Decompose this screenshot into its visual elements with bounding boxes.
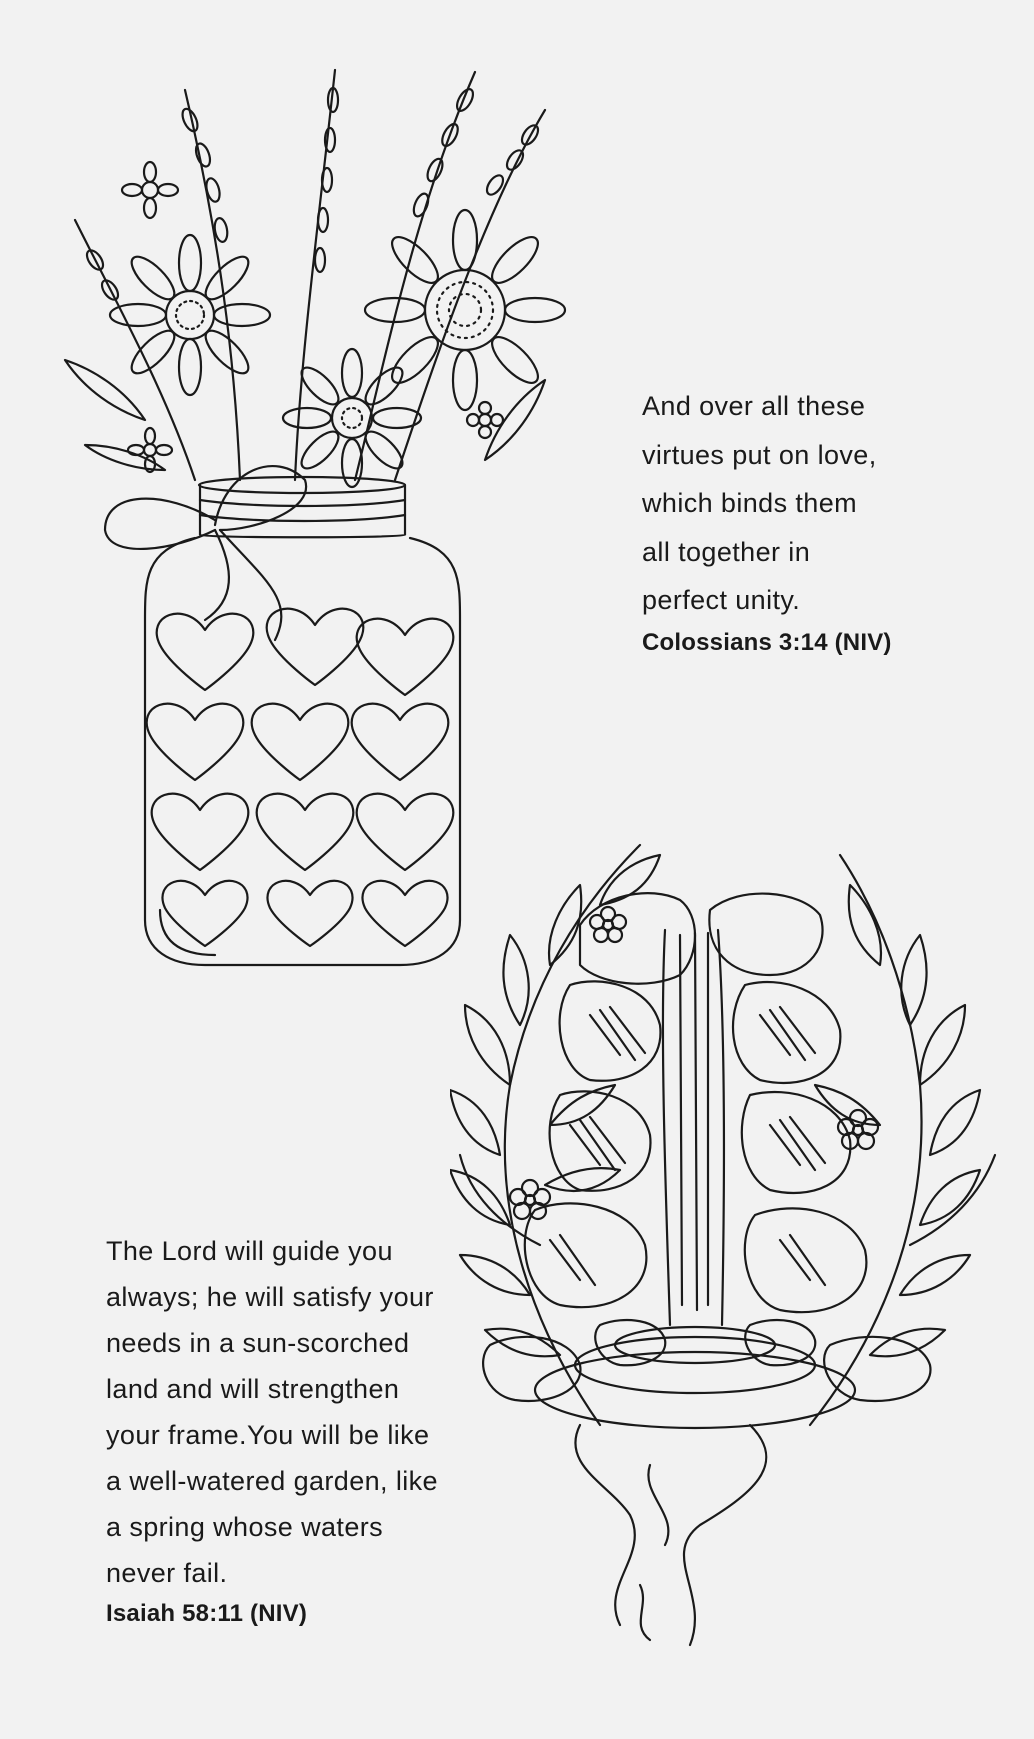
verse-reference: Isaiah 58:11 (NIV) bbox=[106, 1600, 308, 1627]
verse-reference: Colossians 3:14 (NIV) bbox=[642, 628, 892, 656]
waterfall-illustration bbox=[450, 825, 1010, 1655]
verse-block-isaiah bbox=[106, 1228, 466, 1628]
verse-block-colossians bbox=[642, 382, 972, 657]
verse-text: The Lord will guide you always; he will satisfy your needs in a sun-scorched land and will strengthen your frame.You will be like a well-watered garden, like a spring whose waters never fail. bbox=[106, 1236, 438, 1588]
verse-text: And over all these virtues put on love, which binds them all together in perfect unity. bbox=[642, 391, 877, 615]
